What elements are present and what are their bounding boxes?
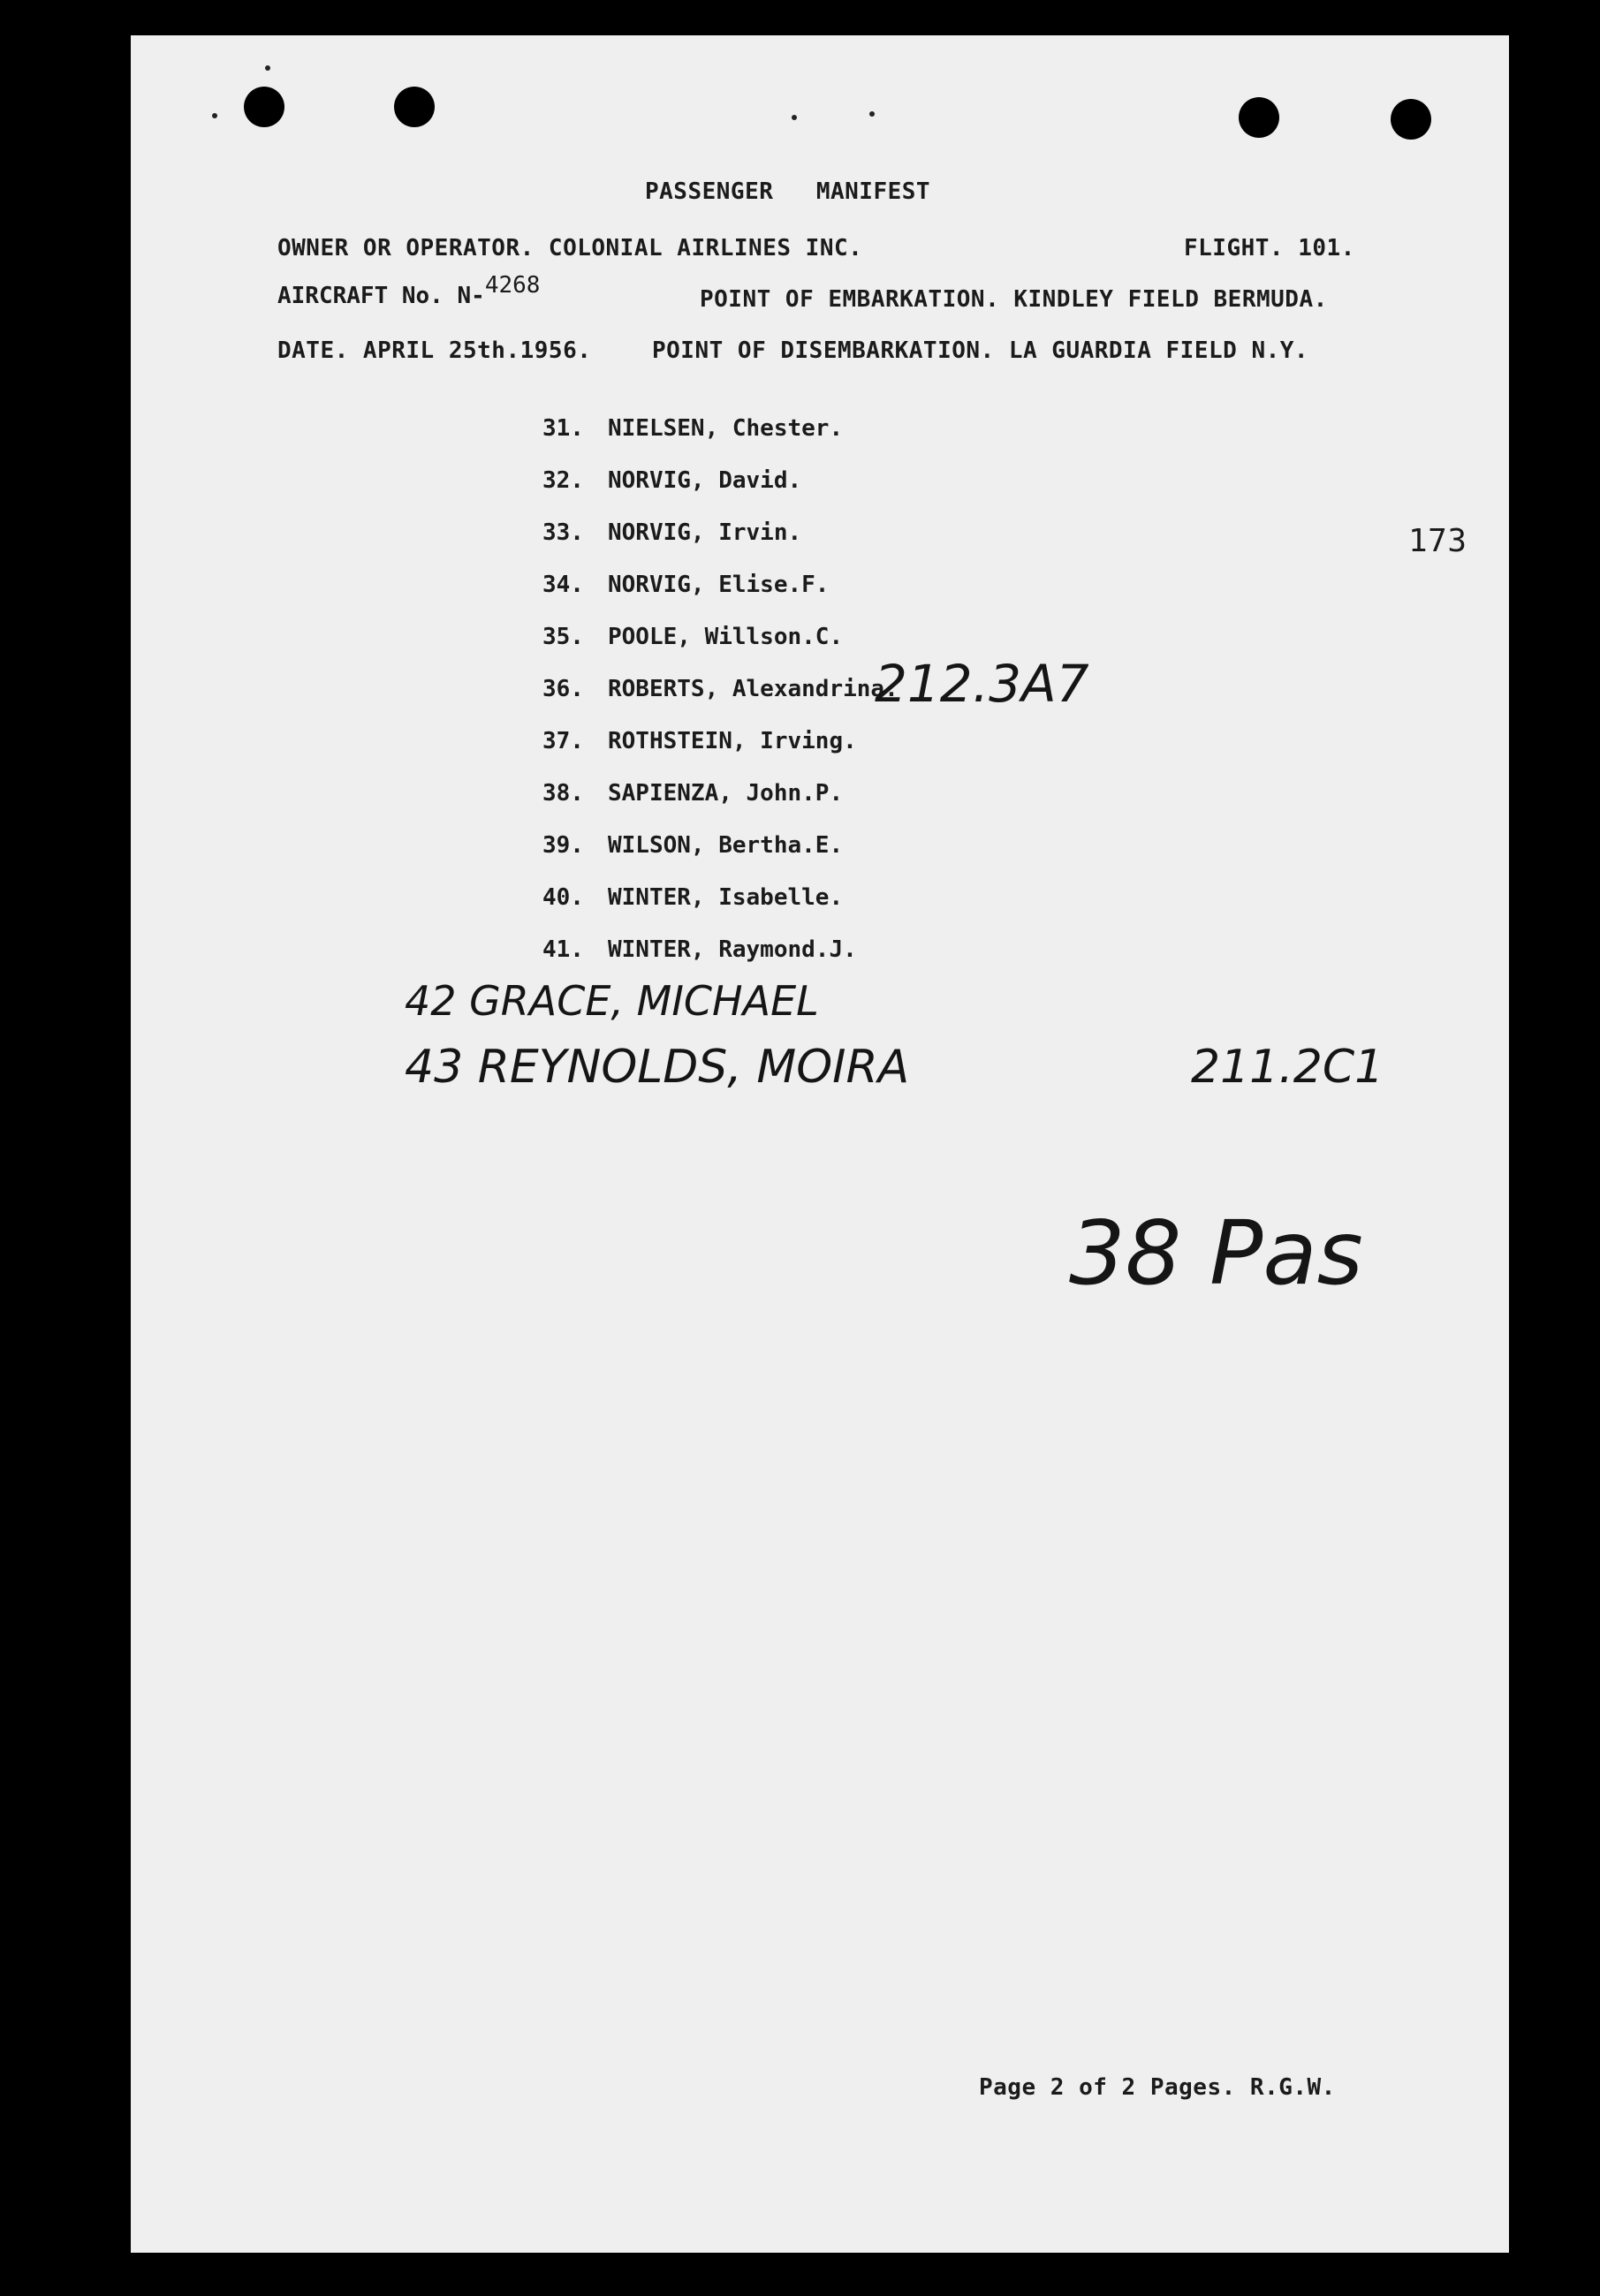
flight-number: FLIGHT. 101.: [1184, 235, 1355, 261]
passenger-number: 35.: [542, 624, 584, 650]
passenger-number: 33.: [542, 519, 584, 546]
list-item: [542, 884, 843, 911]
speck: [792, 115, 797, 120]
list-item: [542, 832, 843, 859]
page-stamp-number: 173: [1408, 523, 1467, 559]
passenger-name: SAPIENZA, John.P.: [608, 780, 844, 807]
punch-hole: [1391, 99, 1431, 140]
list-item: [542, 415, 843, 442]
passenger-name: ROTHSTEIN, Irving.: [608, 728, 857, 754]
list-item: [542, 572, 829, 598]
passenger-number: 41.: [542, 936, 584, 963]
passenger-number: 36.: [542, 676, 584, 702]
aircraft-line: [277, 272, 541, 309]
list-item: [542, 728, 857, 754]
handwritten-file-number: 212.3A7: [875, 654, 1089, 714]
passenger-number: 38.: [542, 780, 584, 807]
list-item: [542, 624, 843, 650]
speck: [869, 111, 875, 117]
page-footer: Page 2 of 2 Pages. R.G.W.: [979, 2074, 1336, 2101]
handwritten-row-43: 43 REYNOLDS, MOIRA: [405, 1041, 910, 1094]
passenger-number: 32.: [542, 467, 584, 494]
list-item: [542, 519, 801, 546]
punch-hole: [1239, 97, 1279, 138]
owner-operator: OWNER OR OPERATOR. COLONIAL AIRLINES INC.: [277, 235, 863, 261]
handwritten-passenger-total: 38 Pas: [1069, 1201, 1363, 1305]
list-item: [542, 467, 801, 494]
passenger-name: NIELSEN, Chester.: [608, 415, 844, 442]
handwritten-file-number: 211.2C1: [1191, 1041, 1384, 1094]
passenger-number: 40.: [542, 884, 584, 911]
manifest-title: PASSENGER MANIFEST: [645, 178, 931, 205]
point-of-embarkation: POINT OF EMBARKATION. KINDLEY FIELD BERMUDA.: [700, 286, 1328, 313]
punch-hole: [394, 87, 435, 127]
handwritten-row-42: 42 GRACE, MICHAEL: [405, 977, 819, 1025]
passenger-number: 31.: [542, 415, 584, 442]
list-item: [542, 780, 843, 807]
aircraft-number: 4268: [484, 272, 541, 299]
passenger-name: POOLE, Willson.C.: [608, 624, 844, 650]
passenger-name: NORVIG, Irvin.: [608, 519, 802, 546]
list-item: [542, 676, 899, 702]
speck: [212, 113, 217, 118]
passenger-name: WINTER, Raymond.J.: [608, 936, 857, 963]
passenger-number: 39.: [542, 832, 584, 859]
manifest-page: [131, 35, 1509, 2253]
aircraft-label: AIRCRAFT No. N-: [277, 283, 485, 309]
list-item: [542, 936, 857, 963]
passenger-number: 37.: [542, 728, 584, 754]
passenger-name: ROBERTS, Alexandrina.: [608, 676, 899, 702]
passenger-name: NORVIG, David.: [608, 467, 802, 494]
passenger-name: WILSON, Bertha.E.: [608, 832, 844, 859]
passenger-number: 34.: [542, 572, 584, 598]
speck: [265, 65, 270, 71]
passenger-name: WINTER, Isabelle.: [608, 884, 844, 911]
manifest-date: DATE. APRIL 25th.1956.: [277, 337, 592, 364]
passenger-name: NORVIG, Elise.F.: [608, 572, 830, 598]
punch-hole: [244, 87, 284, 127]
point-of-disembarkation: POINT OF DISEMBARKATION. LA GUARDIA FIELD N.Y.: [652, 337, 1309, 364]
